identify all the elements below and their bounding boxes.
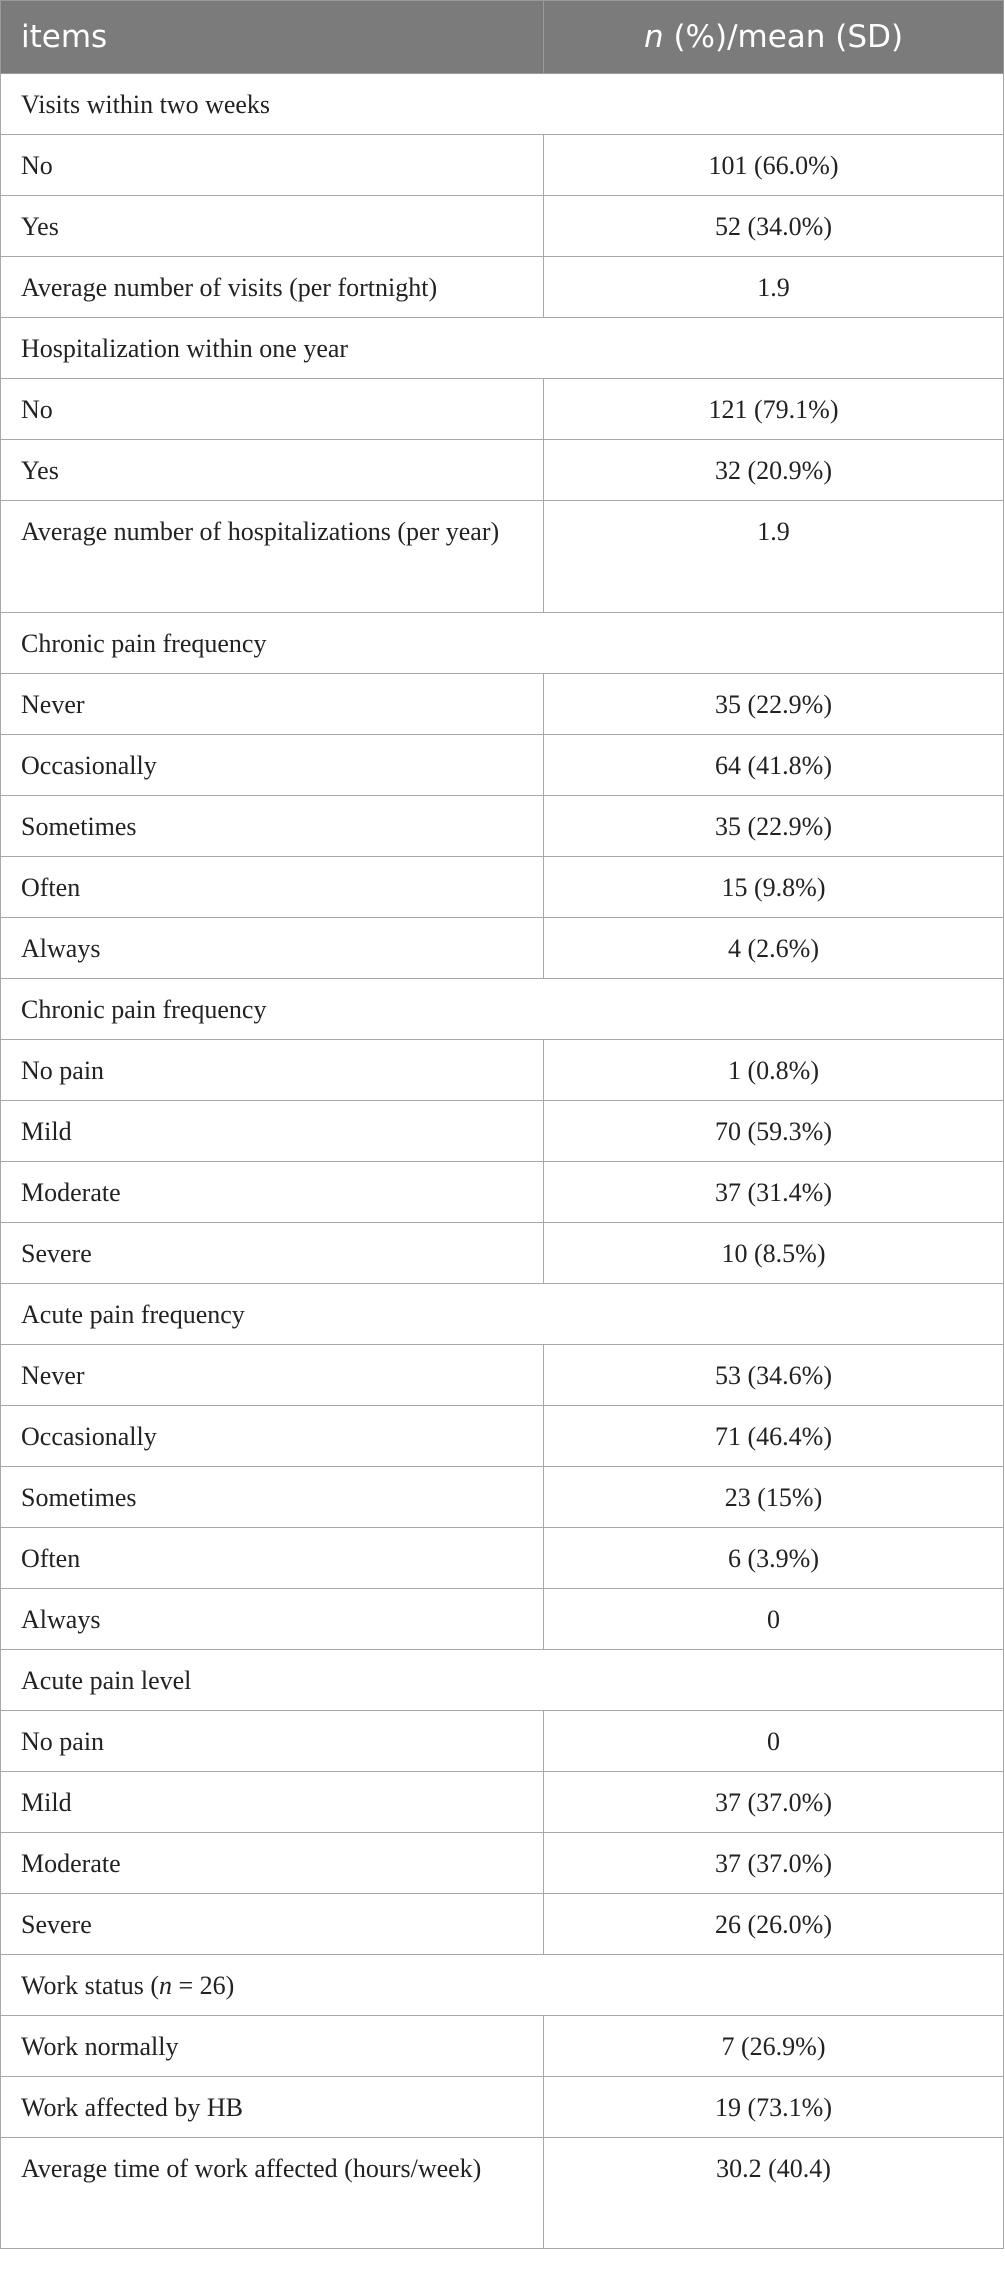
- table-row: [1, 918, 1004, 979]
- table-row: [1, 257, 1004, 318]
- row-label: Yes: [1, 440, 544, 501]
- row-value: 52 (34.0%): [544, 196, 1004, 257]
- header-value-label: (%)/mean (SD): [663, 19, 904, 55]
- row-value: 1 (0.8%): [544, 1040, 1004, 1101]
- section-row: [1, 1284, 1004, 1345]
- table-row: [1, 1711, 1004, 1772]
- section-label-text: Chronic pain frequency: [21, 994, 267, 1024]
- section-row: [1, 318, 1004, 379]
- section-label: [1, 74, 1004, 135]
- row-label: Often: [1, 857, 544, 918]
- table-row: [1, 2077, 1004, 2138]
- row-value: 0: [544, 1589, 1004, 1650]
- table-row: [1, 379, 1004, 440]
- row-label: Always: [1, 918, 544, 979]
- header-n: n: [643, 19, 664, 55]
- row-label: Never: [1, 674, 544, 735]
- row-value: 15 (9.8%): [544, 857, 1004, 918]
- table-row: [1, 440, 1004, 501]
- section-row: [1, 1650, 1004, 1711]
- row-value: 23 (15%): [544, 1467, 1004, 1528]
- section-label-italic: n: [159, 1970, 172, 2000]
- row-label: Yes: [1, 196, 544, 257]
- row-value: 37 (37.0%): [544, 1833, 1004, 1894]
- table-row: [1, 674, 1004, 735]
- table-row: [1, 1345, 1004, 1406]
- section-label: [1, 979, 1004, 1040]
- section-row: [1, 979, 1004, 1040]
- row-value: 0: [544, 1711, 1004, 1772]
- table-row: [1, 857, 1004, 918]
- table-row: [1, 196, 1004, 257]
- section-row: [1, 74, 1004, 135]
- row-value: 37 (31.4%): [544, 1162, 1004, 1223]
- section-label: [1, 318, 1004, 379]
- row-value: 35 (22.9%): [544, 796, 1004, 857]
- table-row: [1, 1894, 1004, 1955]
- section-label: [1, 1650, 1004, 1711]
- row-value: 64 (41.8%): [544, 735, 1004, 796]
- row-value: 1.9: [544, 257, 1004, 318]
- row-label: Moderate: [1, 1162, 544, 1223]
- table-row: [1, 135, 1004, 196]
- row-label: No: [1, 379, 544, 440]
- table-row: [1, 1040, 1004, 1101]
- row-value: 19 (73.1%): [544, 2077, 1004, 2138]
- header-value: [544, 1, 1004, 74]
- row-label: No: [1, 135, 544, 196]
- row-label: Occasionally: [1, 1406, 544, 1467]
- row-label: Average time of work affected (hours/week): [1, 2138, 544, 2249]
- table-row: [1, 1467, 1004, 1528]
- table-row: [1, 1223, 1004, 1284]
- row-label: Sometimes: [1, 796, 544, 857]
- section-label-after: = 26): [172, 1970, 235, 2000]
- section-row: [1, 1955, 1004, 2016]
- table-row: [1, 1772, 1004, 1833]
- row-label: Average number of hospitalizations (per year): [1, 501, 544, 613]
- row-label: Mild: [1, 1101, 544, 1162]
- row-value: 70 (59.3%): [544, 1101, 1004, 1162]
- row-label: No pain: [1, 1040, 544, 1101]
- table-row: [1, 2016, 1004, 2077]
- section-label-text: Work status (: [21, 1970, 159, 2000]
- row-value: 32 (20.9%): [544, 440, 1004, 501]
- row-value: 6 (3.9%): [544, 1528, 1004, 1589]
- row-label: Severe: [1, 1894, 544, 1955]
- row-label: Always: [1, 1589, 544, 1650]
- row-value: 71 (46.4%): [544, 1406, 1004, 1467]
- table-row: [1, 1833, 1004, 1894]
- row-label: Mild: [1, 1772, 544, 1833]
- header-row: [1, 1, 1004, 74]
- row-label: Sometimes: [1, 1467, 544, 1528]
- header-items: items: [1, 1, 544, 74]
- table-row: [1, 1406, 1004, 1467]
- row-value: 53 (34.6%): [544, 1345, 1004, 1406]
- row-value: 35 (22.9%): [544, 674, 1004, 735]
- section-label-text: Visits within two weeks: [21, 89, 271, 119]
- table-row: [1, 2138, 1004, 2249]
- row-label: Moderate: [1, 1833, 544, 1894]
- table-row: [1, 796, 1004, 857]
- row-label: Occasionally: [1, 735, 544, 796]
- row-label: Work normally: [1, 2016, 544, 2077]
- table-row: [1, 1162, 1004, 1223]
- row-label: Average number of visits (per fortnight): [1, 257, 544, 318]
- row-label: No pain: [1, 1711, 544, 1772]
- table-row: [1, 1589, 1004, 1650]
- section-label: [1, 1284, 1004, 1345]
- row-label: Work affected by HB: [1, 2077, 544, 2138]
- section-row: [1, 613, 1004, 674]
- row-label: Often: [1, 1528, 544, 1589]
- row-value: 1.9: [544, 501, 1004, 613]
- section-label-text: Acute pain level: [21, 1665, 192, 1695]
- row-value: 10 (8.5%): [544, 1223, 1004, 1284]
- section-label-text: Acute pain frequency: [21, 1299, 245, 1329]
- row-value: 37 (37.0%): [544, 1772, 1004, 1833]
- table-row: [1, 735, 1004, 796]
- row-value: 30.2 (40.4): [544, 2138, 1004, 2249]
- table-row: [1, 1528, 1004, 1589]
- section-label: [1, 1955, 1004, 2016]
- table-body: [1, 74, 1004, 2249]
- section-label-text: Chronic pain frequency: [21, 628, 267, 658]
- table-row: [1, 501, 1004, 613]
- table-row: [1, 1101, 1004, 1162]
- row-label: Severe: [1, 1223, 544, 1284]
- row-value: 26 (26.0%): [544, 1894, 1004, 1955]
- section-label-text: Hospitalization within one year: [21, 333, 349, 363]
- row-value: 101 (66.0%): [544, 135, 1004, 196]
- row-value: 4 (2.6%): [544, 918, 1004, 979]
- row-label: Never: [1, 1345, 544, 1406]
- row-value: 7 (26.9%): [544, 2016, 1004, 2077]
- row-value: 121 (79.1%): [544, 379, 1004, 440]
- section-label: [1, 613, 1004, 674]
